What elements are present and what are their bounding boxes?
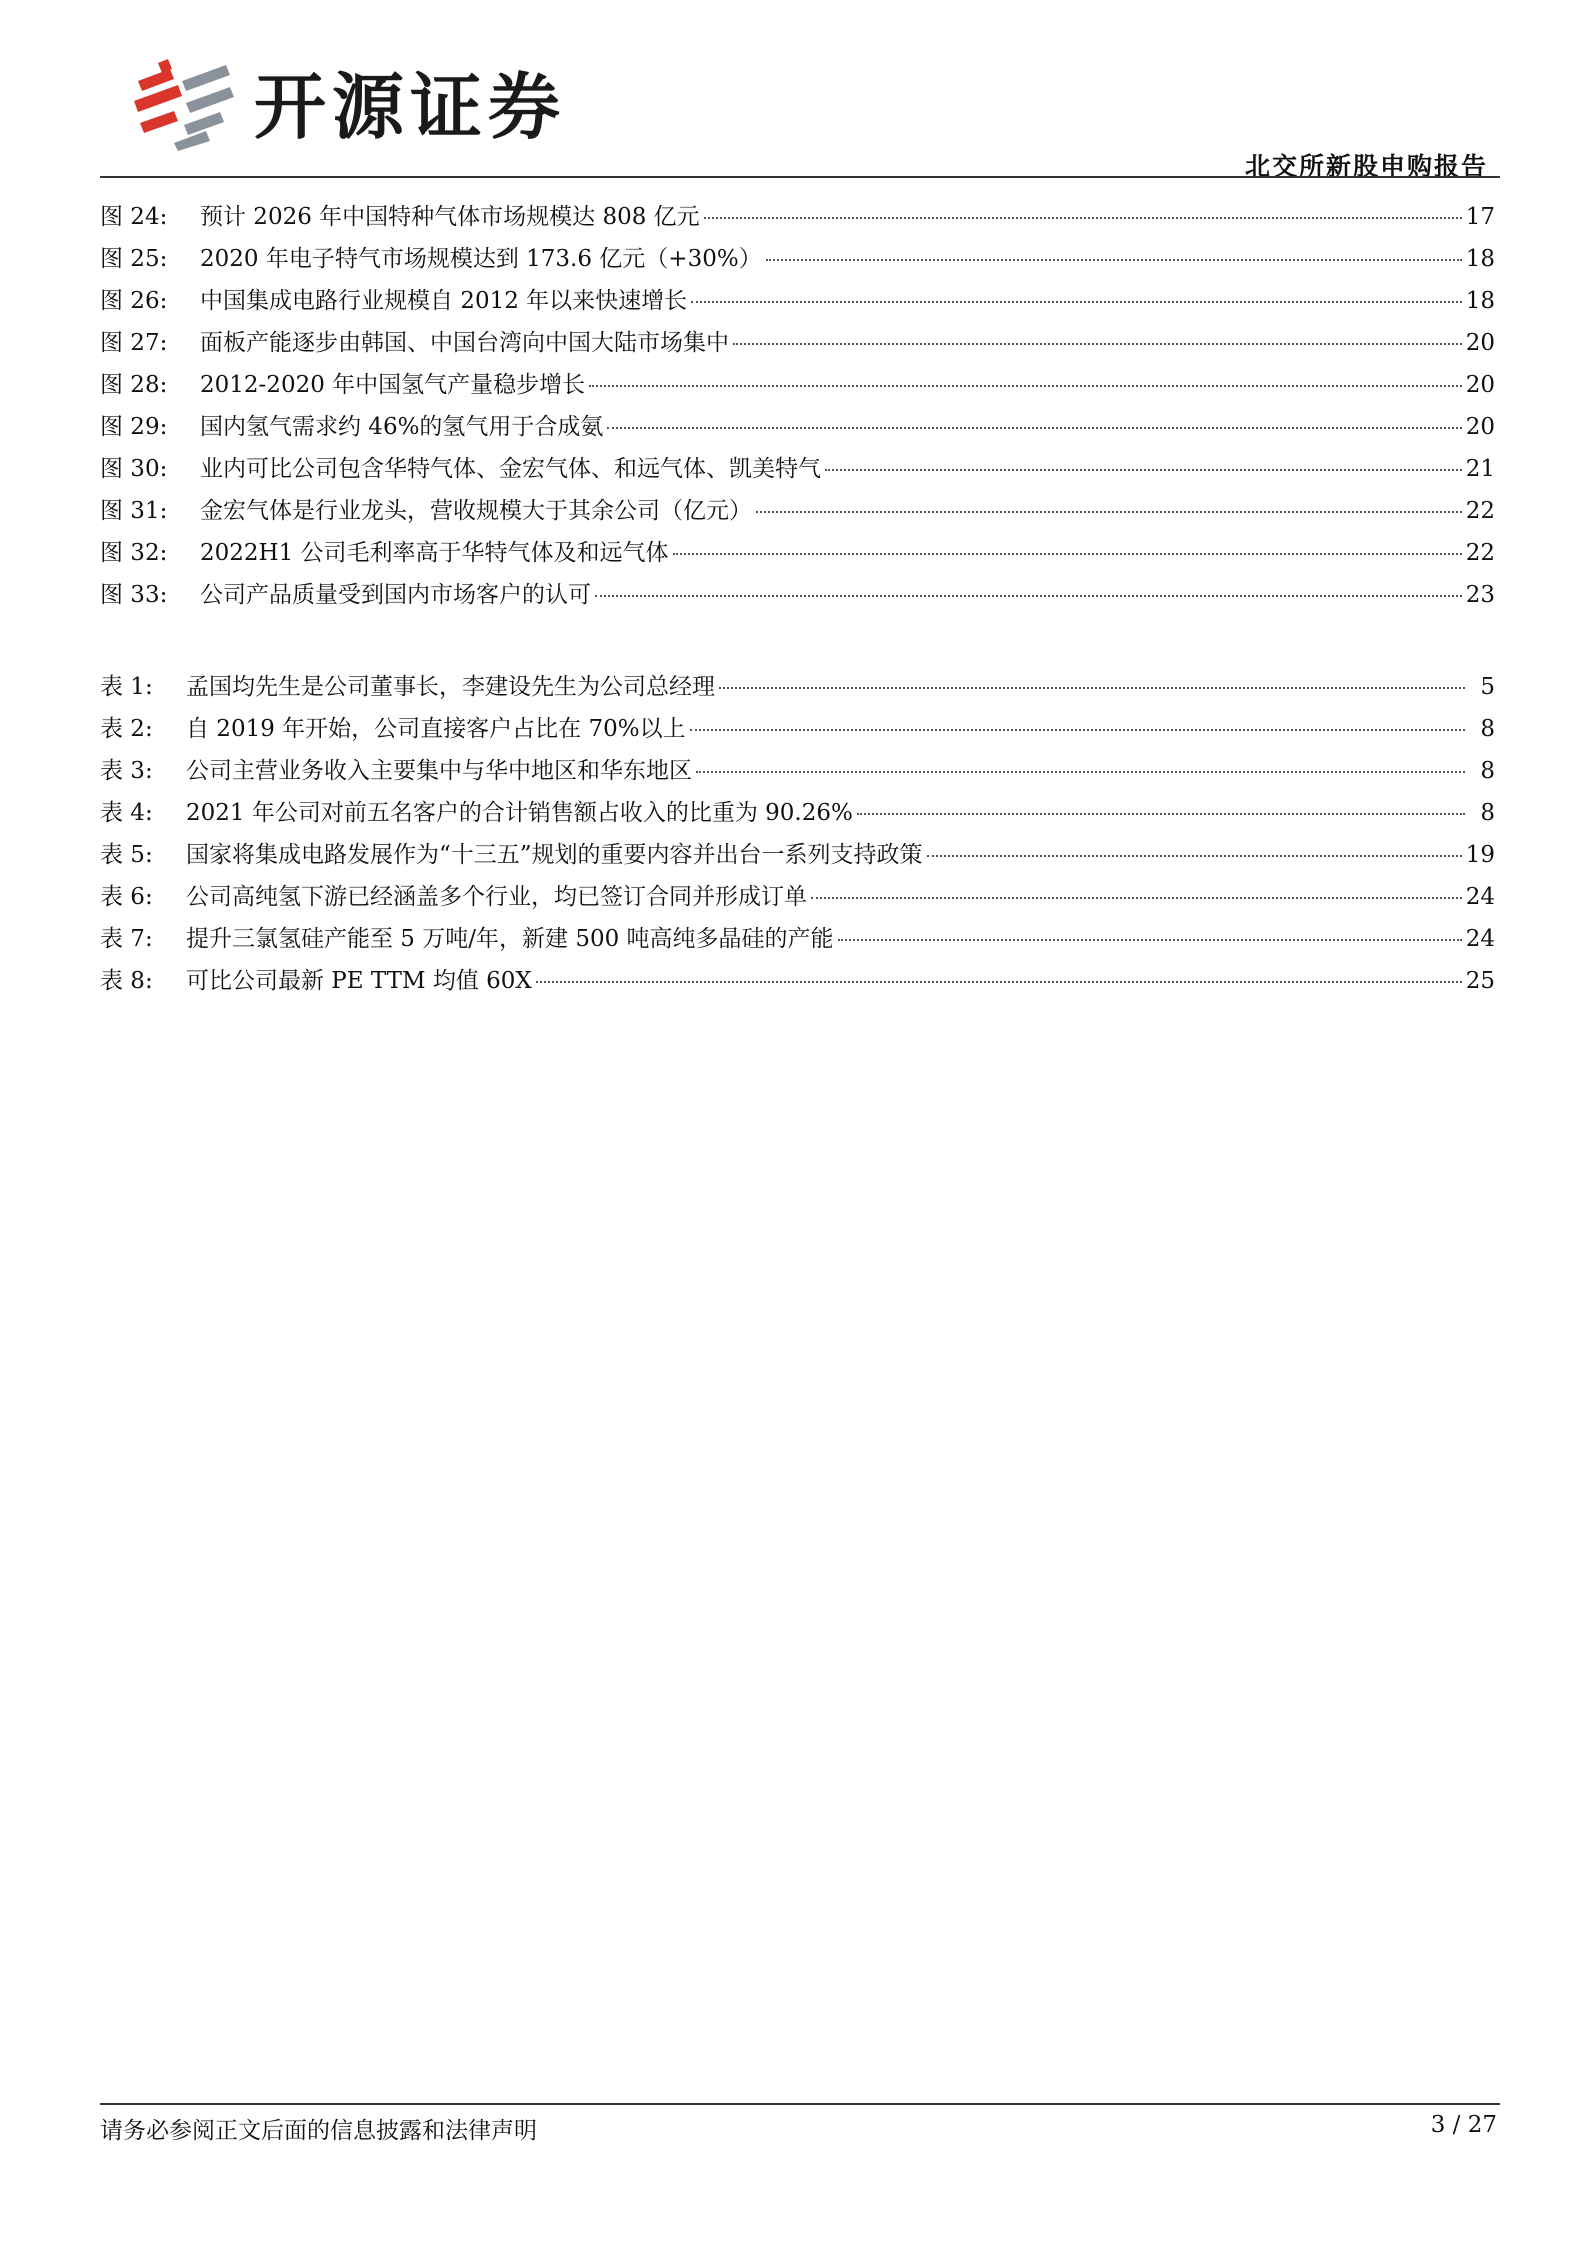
dot-leader [696, 771, 1465, 773]
entry-page: 19 [1465, 842, 1495, 868]
figure-entry[interactable] [100, 198, 1495, 240]
entry-label: 图 28: [100, 372, 168, 398]
dot-leader [704, 217, 1462, 219]
table-entry[interactable] [100, 710, 1495, 752]
brand-name: 开源证券 [254, 65, 567, 149]
entry-title: 中国集成电路行业规模自 2012 年以来快速增长 [200, 288, 688, 314]
figure-entry[interactable] [100, 492, 1495, 534]
entry-label: 表 2: [100, 716, 153, 742]
entry-label: 表 6: [100, 884, 153, 910]
table-index [100, 668, 1495, 1004]
figure-entry[interactable] [100, 240, 1495, 282]
entry-title: 提升三氯氢硅产能至 5 万吨/年，新建 500 吨高纯多晶硅的产能 [186, 926, 834, 952]
dot-leader [825, 469, 1462, 471]
entry-title: 金宏气体是行业龙头，营收规模大于其余公司（亿元） [200, 498, 752, 524]
entry-label: 图 24: [100, 204, 168, 230]
table-entry[interactable] [100, 878, 1495, 920]
entry-page: 18 [1465, 246, 1495, 272]
entry-label: 图 27: [100, 330, 168, 356]
entry-page: 5 [1480, 674, 1495, 700]
page-header [100, 40, 1500, 180]
entry-page: 8 [1480, 800, 1495, 826]
table-entry[interactable] [100, 752, 1495, 794]
table-entry[interactable] [100, 794, 1495, 836]
entry-label: 图 31: [100, 498, 168, 524]
dot-leader [589, 385, 1462, 387]
dot-leader [607, 427, 1461, 429]
figure-entry[interactable] [100, 366, 1495, 408]
footer-disclaimer: 请务必参阅正文后面的信息披露和法律声明 [100, 2118, 537, 2144]
figure-entry[interactable] [100, 576, 1495, 618]
figure-entry[interactable] [100, 282, 1495, 324]
dot-leader [811, 897, 1462, 899]
figure-entry[interactable] [100, 534, 1495, 576]
entry-page: 8 [1480, 716, 1495, 742]
table-entry[interactable] [100, 836, 1495, 878]
dot-leader [536, 981, 1462, 983]
dot-leader [756, 511, 1462, 513]
entry-page: 20 [1465, 330, 1495, 356]
entry-title: 2012-2020 年中国氢气产量稳步增长 [200, 372, 586, 398]
dot-leader [733, 343, 1462, 345]
dot-leader [673, 553, 1462, 555]
entry-page: 22 [1465, 498, 1495, 524]
entry-label: 表 4: [100, 800, 153, 826]
dot-leader [838, 939, 1462, 941]
entry-label: 图 32: [100, 540, 168, 566]
dot-leader [857, 813, 1465, 815]
entry-page: 8 [1480, 758, 1495, 784]
entry-title: 业内可比公司包含华特气体、金宏气体、和远气体、凯美特气 [200, 456, 821, 482]
entry-title: 自 2019 年开始，公司直接客户占比在 70%以上 [186, 716, 686, 742]
entry-title: 面板产能逐步由韩国、中国台湾向中国大陆市场集中 [200, 330, 729, 356]
entry-title: 国家将集成电路发展作为“十三五”规划的重要内容并出台一系列支持政策 [186, 842, 923, 868]
entry-title: 公司主营业务收入主要集中与华中地区和华东地区 [186, 758, 692, 784]
entry-label: 图 30: [100, 456, 168, 482]
dot-leader [927, 855, 1462, 857]
brand-mark-icon [130, 51, 240, 151]
entry-title: 预计 2026 年中国特种气体市场规模达 808 亿元 [200, 204, 700, 230]
entry-page: 22 [1465, 540, 1495, 566]
entry-title: 可比公司最新 PE TTM 均值 60X [186, 968, 532, 994]
dot-leader [690, 729, 1465, 731]
entry-title: 孟国均先生是公司董事长，李建设先生为公司总经理 [186, 674, 715, 700]
entry-page: 21 [1465, 456, 1495, 482]
entry-page: 18 [1465, 288, 1495, 314]
header-divider [100, 176, 1500, 178]
entry-title: 2022H1 公司毛利率高于华特气体及和远气体 [200, 540, 669, 566]
entry-label: 图 29: [100, 414, 168, 440]
footer-divider [100, 2103, 1500, 2105]
entry-page: 25 [1465, 968, 1495, 994]
entry-title: 国内氢气需求约 46%的氢气用于合成氨 [200, 414, 604, 440]
entry-label: 表 8: [100, 968, 153, 994]
entry-title: 公司产品质量受到国内市场客户的认可 [200, 582, 591, 608]
entry-label: 表 7: [100, 926, 153, 952]
figure-entry[interactable] [100, 324, 1495, 366]
figure-entry[interactable] [100, 450, 1495, 492]
report-type: 北交所新股申购报告 [1244, 152, 1488, 181]
entry-label: 表 1: [100, 674, 153, 700]
entry-label: 图 26: [100, 288, 168, 314]
entry-page: 20 [1465, 372, 1495, 398]
table-entry[interactable] [100, 668, 1495, 710]
entry-label: 表 5: [100, 842, 153, 868]
entry-page: 24 [1465, 926, 1495, 952]
entry-page: 24 [1465, 884, 1495, 910]
entry-page: 20 [1465, 414, 1495, 440]
dot-leader [691, 301, 1462, 303]
figure-entry[interactable] [100, 408, 1495, 450]
dot-leader [766, 259, 1462, 261]
dot-leader [595, 595, 1462, 597]
figure-index [100, 198, 1495, 618]
entry-page: 17 [1465, 204, 1495, 230]
entry-title: 2021 年公司对前五名客户的合计销售额占收入的比重为 90.26% [186, 800, 853, 826]
entry-page: 23 [1465, 582, 1495, 608]
dot-leader [719, 687, 1465, 689]
entry-label: 表 3: [100, 758, 153, 784]
entry-label: 图 25: [100, 246, 168, 272]
entry-title: 公司高纯氢下游已经涵盖多个行业，均已签订合同并形成订单 [186, 884, 807, 910]
table-entry[interactable] [100, 962, 1495, 1004]
brand-logo [130, 46, 566, 156]
entry-title: 2020 年电子特气市场规模达到 173.6 亿元（+30%） [200, 246, 762, 272]
page-number: 3 / 27 [1430, 2112, 1497, 2138]
table-entry[interactable] [100, 920, 1495, 962]
entry-label: 图 33: [100, 582, 168, 608]
